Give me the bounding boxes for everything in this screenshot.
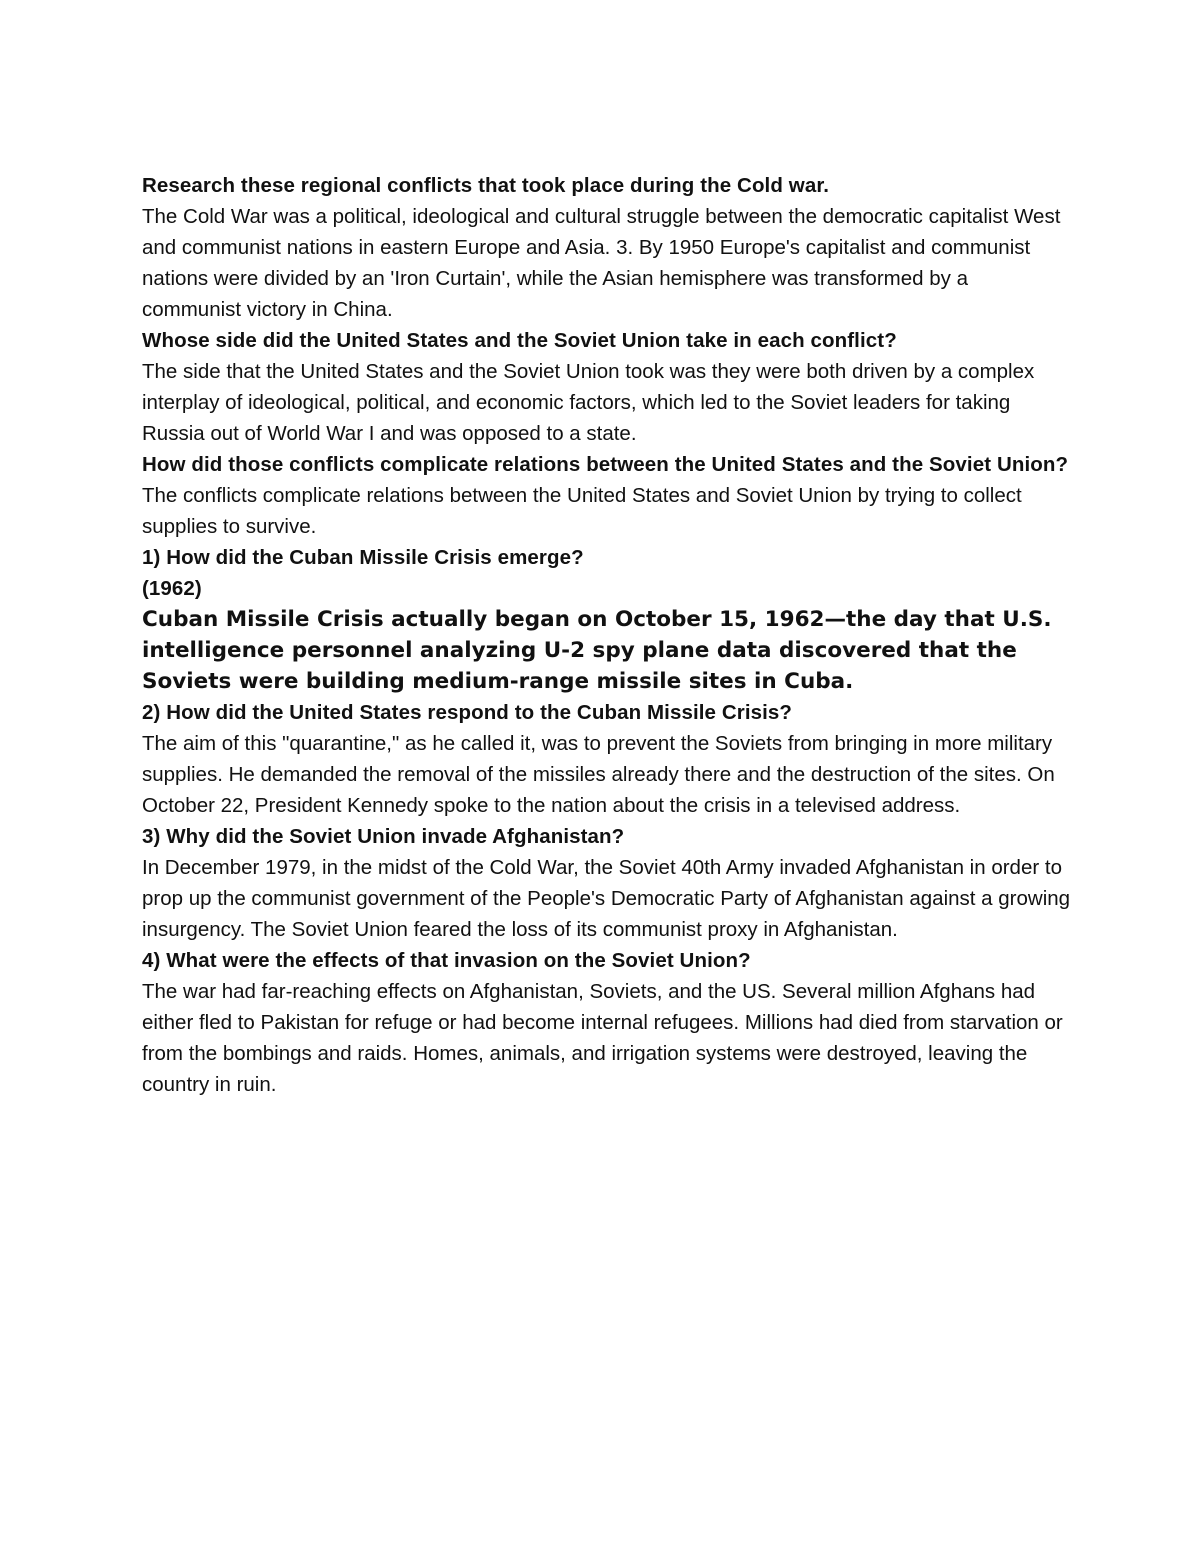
- document-page: [142, 170, 1072, 1100]
- question-cuban-missile-emerge: 1) How did the Cuban Missile Crisis emerge?: [142, 546, 584, 569]
- question-research-conflicts: Research these regional conflicts that took place during the Cold war.: [142, 174, 830, 197]
- answer-invade-afghanistan: In December 1979, in the midst of the Cold War, the Soviet 40th Army invaded Afghanistan in order to prop up the communist government of the People's Democratic Party of Afghanistan against a growing insurgency. The Soviet Union feared the loss of its communist proxy in Afghanistan.: [142, 856, 1071, 941]
- question-year: (1962): [142, 577, 202, 600]
- answer-complicate-relations: The conflicts complicate relations between the United States and Soviet Union by trying to collect supplies to survive.: [142, 484, 1022, 538]
- question-invade-afghanistan: 3) Why did the Soviet Union invade Afghanistan?: [142, 825, 625, 848]
- question-invasion-effects: 4) What were the effects of that invasion on the Soviet Union?: [142, 949, 751, 972]
- answer-research-conflicts: The Cold War was a political, ideological and cultural struggle between the democratic capitalist West and communist nations in eastern Europe and Asia. 3. By 1950 Europe's capitalist and communist nations were divided by an 'Iron Curtain', while the Asian hemisphere was transformed by a communist victory in China.: [142, 205, 1061, 321]
- answer-invasion-effects: The war had far-reaching effects on Afghanistan, Soviets, and the US. Several million Afghans had either fled to Pakistan for refuge or had become internal refugees. Millions had died from starvation or from the bombings and raids. Homes, animals, and irrigation systems were destroyed, leaving the country in ruin.: [142, 980, 1063, 1096]
- question-us-respond: 2) How did the United States respond to the Cuban Missile Crisis?: [142, 701, 793, 724]
- answer-whose-side: The side that the United States and the Soviet Union took was they were both driven by a complex interplay of ideological, political, and economic factors, which led to the Soviet leaders for taking Russia out of World War I and was opposed to a state.: [142, 360, 1035, 445]
- answer-cuban-missile-emerge: Cuban Missile Crisis actually began on October 15, 1962—the day that U.S. intelligence personnel analyzing U-2 spy plane data discovered that the Soviets were building medium-range missile sites in Cuba.: [142, 607, 1052, 694]
- answer-us-respond: The aim of this "quarantine," as he called it, was to prevent the Soviets from bringing in more military supplies. He demanded the removal of the missiles already there and the destruction of the sites. On October 22, President Kennedy spoke to the nation about the crisis in a televised address.: [142, 732, 1055, 817]
- question-whose-side: Whose side did the United States and the Soviet Union take in each conflict?: [142, 329, 897, 352]
- question-complicate-relations: How did those conflicts complicate relations between the United States and the Soviet Union?: [142, 453, 1069, 476]
